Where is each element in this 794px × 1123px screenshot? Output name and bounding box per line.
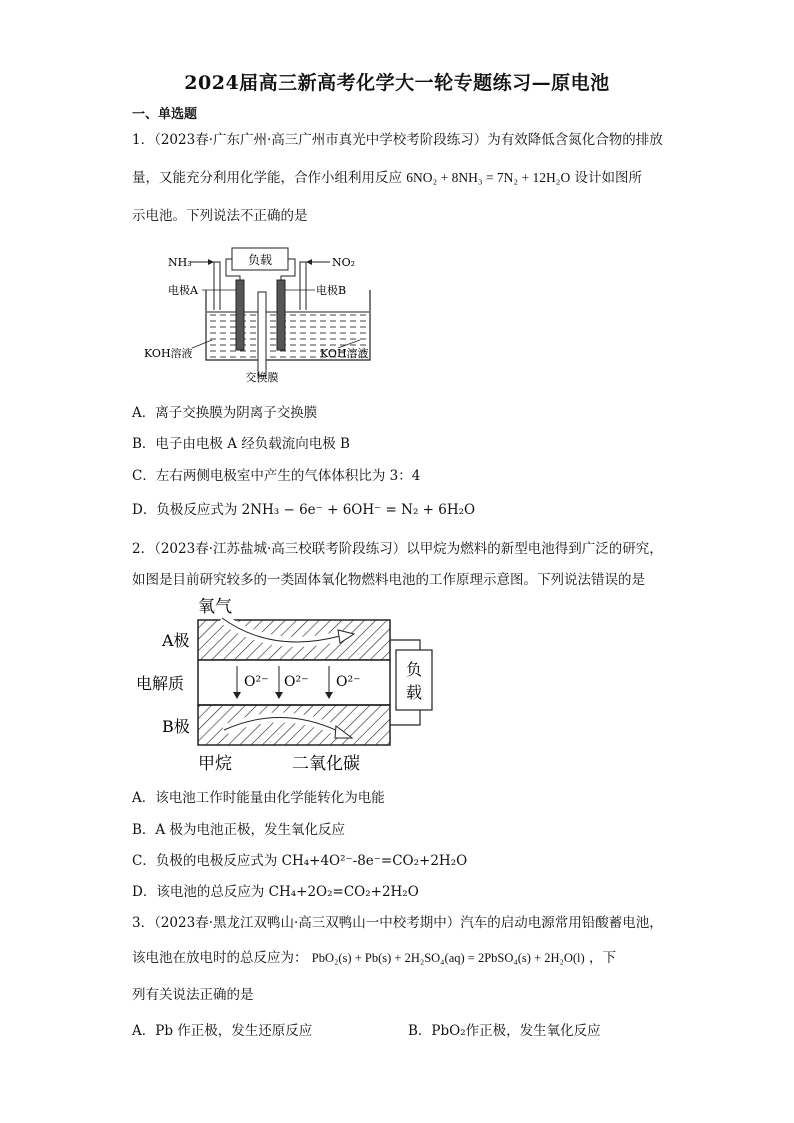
q2-option-c: C．负极的电极反应式为 CH₄+4O²⁻-8e⁻=CO₂+2H₂O — [132, 853, 468, 869]
oxygen-label: 氧气 — [198, 597, 232, 617]
q1-option-a: A．离子交换膜为阴离子交换膜 — [132, 405, 318, 421]
q3-option-b: B．PbO₂作正极，发生氧化反应 — [408, 1023, 601, 1039]
q1-option-b: B．电子由电极 A 经负载流向电极 B — [132, 436, 350, 452]
q3-line-2 — [132, 946, 616, 966]
q1-line-2 — [132, 166, 642, 186]
page-title: 2024届高三新高考化学大一轮专题练习—原电池 — [184, 72, 610, 94]
no2-label: NO₂ — [332, 256, 356, 269]
load-label: 负载 — [247, 253, 273, 267]
q2-option-a: A．该电池工作时能量由化学能转化为电能 — [132, 790, 385, 806]
q1-line-1: 1．（2023春·广东广州·高三广州市真光中学校考阶段练习）为有效降低含氮化合物的排放 — [132, 132, 663, 148]
electrode-a — [236, 280, 244, 350]
b-pole-label: B极 — [162, 717, 190, 736]
q3-line-2-text-b: ，下 — [589, 950, 616, 966]
q1-option-c: C．左右两侧电极室中产生的气体体积比为 3：4 — [132, 468, 421, 484]
nh3-label: NH₃ — [168, 256, 192, 269]
q1-option-d: D．负极反应式为 2NH₃ − 6e⁻ + 6OH⁻ = N₂ + 6H₂O — [132, 502, 476, 518]
q1-line-3: 示电池。下列说法不正确的是 — [132, 208, 308, 224]
q1-line-2-text-a: 量，又能充分利用化学能，合作小组利用反应 — [132, 170, 402, 186]
section-heading: 一、单选题 — [132, 107, 198, 122]
nh3-tube — [210, 262, 220, 310]
q2-option-d: D．该电池的总反应为 CH₄+2O₂=CO₂+2H₂O — [132, 884, 419, 900]
membrane-label: 交换膜 — [245, 371, 279, 384]
q2-line-2: 如图是目前研究较多的一类固体氧化物燃料电池的工作原理示意图。下列说法错误的是 — [132, 572, 645, 588]
electrolyte-label: 电解质 — [136, 674, 185, 693]
co2-label: 二氧化碳 — [292, 754, 360, 774]
q3-line-2-text-a: 该电池在放电时的总反应为： — [132, 950, 308, 966]
load-label-top: 负 — [405, 660, 423, 679]
q2-option-b: B．A 极为电池正极，发生氧化反应 — [132, 822, 345, 838]
q1-cell-diagram — [140, 240, 390, 390]
load-label-bottom: 载 — [405, 683, 423, 702]
koh-left-label: KOH溶液 — [144, 347, 193, 360]
q3-line-3: 列有关说法正确的是 — [132, 987, 254, 1003]
electrode-b — [277, 280, 285, 350]
exchange-membrane — [258, 292, 266, 376]
ion-label-2: O²⁻ — [284, 674, 309, 690]
q3-option-a: A．Pb 作正极，发生还原反应 — [132, 1023, 313, 1039]
q3-reaction: PbO₂(s) + Pb(s) + 2H₂SO₄(aq) = 2PbSO₄(s) + 2H₂O(l) — [311, 951, 585, 965]
q3-line-1: 3．（2023春·黑龙江双鸭山·高三双鸭山一中校考期中）汽车的启动电源常用铅酸蓄电池， — [132, 915, 663, 931]
q1-line-2-text-b: 设计如图所 — [574, 170, 643, 186]
electrode-a-label: 电极A — [168, 284, 198, 297]
koh-right-label: KOH溶液 — [320, 347, 369, 360]
q2-fuel-cell-diagram — [132, 592, 442, 777]
electrode-b-label: 电极B — [316, 284, 347, 297]
ion-label-3: O²⁻ — [336, 674, 361, 690]
a-pole-label: A极 — [162, 631, 190, 650]
nh3-arrowhead — [208, 259, 214, 265]
q1-reaction: 6NO₂ + 8NH₃ = 7N₂ + 12H₂O — [406, 170, 571, 185]
no2-tube — [300, 262, 310, 310]
q2-line-1: 2．（2023春·江苏盐城·高三校联考阶段练习）以甲烷为燃料的新型电池得到广泛的研究， — [132, 541, 663, 557]
no2-arrowhead — [306, 259, 312, 265]
ion-label-1: O²⁻ — [244, 674, 269, 690]
methane-label: 甲烷 — [198, 754, 232, 774]
